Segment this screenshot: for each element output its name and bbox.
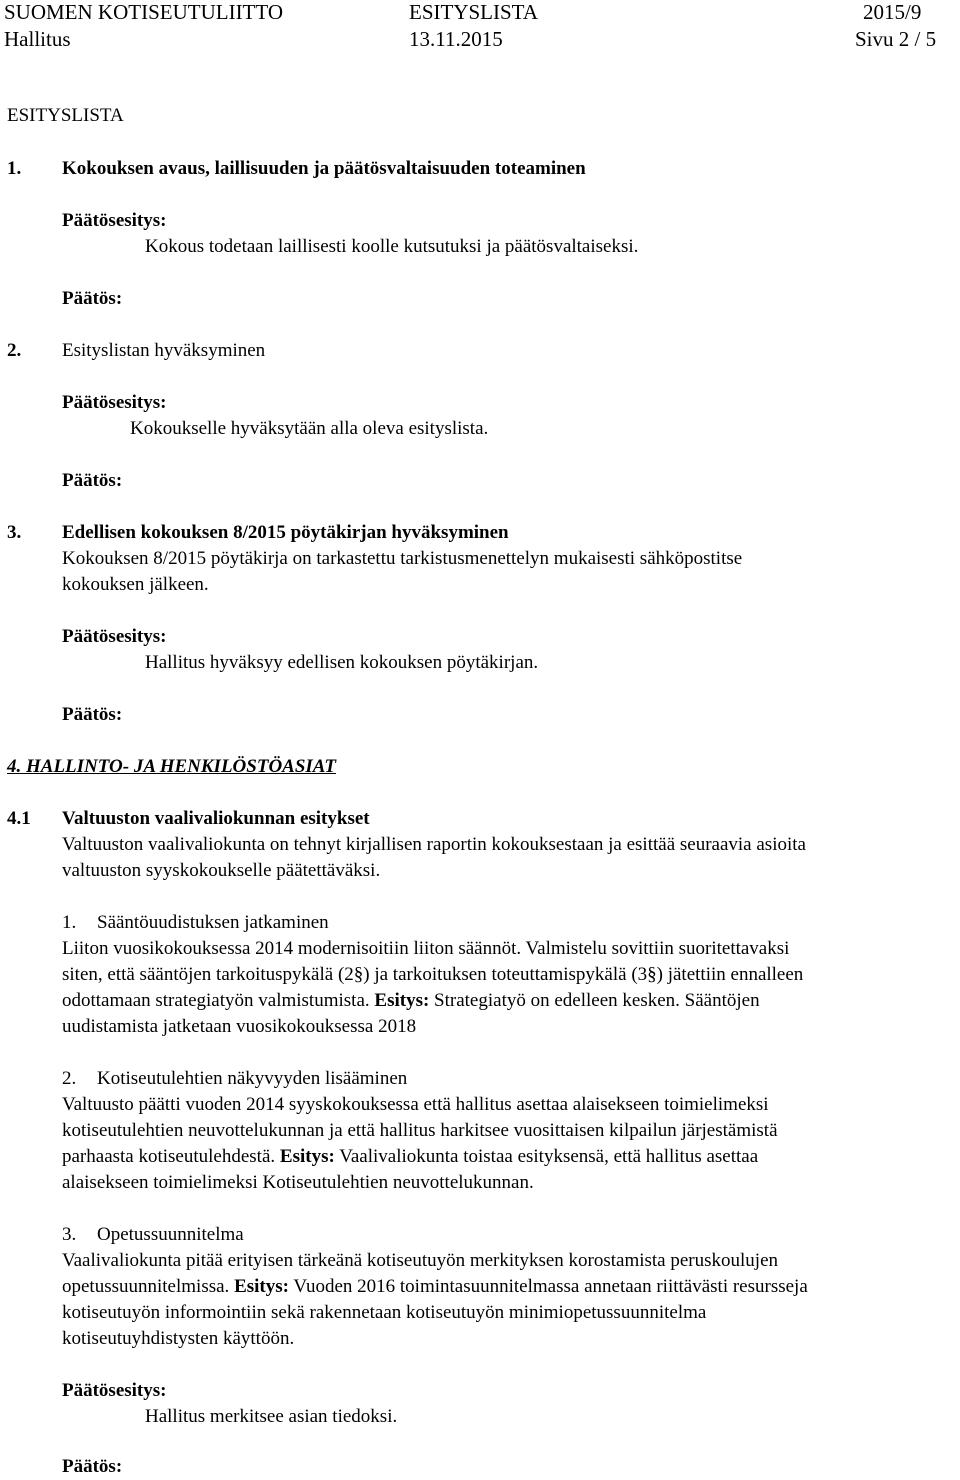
point-1-number: 1.: [62, 912, 77, 933]
point-3-line-2: opetussuunnitelmissa. Esitys: Vuoden 2016 toimintasuunnitelmassa annetaan riittävästi resursseja: [62, 1276, 808, 1297]
point-2-number: 2.: [62, 1068, 77, 1089]
item-2-number: 2.: [7, 340, 22, 361]
point-1-line-3: odottamaan strategiatyön valmistumista. Esitys: Strategiatyö on edelleen kesken. Sääntöjen: [62, 990, 760, 1011]
item-2-title: Esityslistan hyväksyminen: [62, 340, 266, 361]
header-doc-type: ESITYSLISTA: [409, 0, 538, 24]
item-3-body-line-1: Kokouksen 8/2015 pöytäkirja on tarkastettu tarkistusmenettelyn mukaisesti sähköpostitse: [62, 548, 743, 569]
point-1-line-2: siten, että sääntöjen tarkoituspykälä (2§) ja tarkoituksen toteuttamispykälä (3§) jätettiin ennalleen: [62, 964, 804, 985]
item-1-title: Kokouksen avaus, laillisuuden ja päätösvaltaisuuden toteaminen: [62, 158, 586, 179]
point-1-line-4: uudistamista jatketaan vuosikokouksessa 2018: [62, 1016, 417, 1037]
item-2-proposal-text: Kokoukselle hyväksytään alla oleva esityslista.: [130, 418, 489, 439]
item-3-title: Edellisen kokouksen 8/2015 pöytäkirjan hyväksyminen: [62, 522, 509, 543]
section-4-title: 4. HALLINTO- JA HENKILÖSTÖASIAT: [7, 756, 337, 777]
section-4-proposal-text: Hallitus merkitsee asian tiedoksi.: [145, 1406, 398, 1427]
point-2-line-1: Valtuusto päätti vuoden 2014 syyskokouksessa että hallitus asettaa alaisekseen toimielimeksi: [62, 1094, 769, 1115]
esitys-label: Esitys:: [234, 1276, 289, 1297]
item-1-proposal-label: Päätösesitys:: [62, 210, 167, 231]
point-2-line-2: kotiseutulehtien neuvottelukunnan ja että hallitus harkitsee vuosittaisen kilpailun järjestämistä: [62, 1120, 778, 1141]
item-2-proposal-label: Päätösesitys:: [62, 392, 167, 413]
item-3-decision-label: Päätös:: [62, 704, 123, 725]
point-3-line-4: kotiseutuyhdistysten käyttöön.: [62, 1328, 295, 1349]
header-org: SUOMEN KOTISEUTULIITTO: [4, 0, 283, 24]
point-2-line-3: parhaasta kotiseutulehdestä. Esitys: Vaalivaliokunta toistaa esityksensä, että hallitus asettaa: [62, 1146, 759, 1167]
point-1-title: Sääntöuudistuksen jatkaminen: [97, 912, 329, 933]
subsection-title: Valtuuston vaalivaliokunnan esitykset: [62, 808, 370, 829]
section-4-decision-label: Päätös:: [62, 1456, 123, 1477]
header-body: Hallitus: [4, 27, 71, 51]
esitys-label: Esitys:: [374, 990, 430, 1011]
point-3-line-3: kotiseutuyön informointiin sekä rakennetaan kotiseutuyön minimiopetussuunnitelma: [62, 1302, 707, 1323]
point-1-line-1: Liiton vuosikokouksessa 2014 modernisoitiin liiton säännöt. Valmistelu sovittiin suoritettavaksi: [62, 938, 790, 959]
item-3-proposal-label: Päätösesitys:: [62, 626, 167, 647]
point-3-number: 3.: [62, 1224, 77, 1245]
section-4-proposal-label: Päätösesitys:: [62, 1380, 167, 1401]
item-3-number: 3.: [7, 522, 22, 543]
item-3-body-line-2: kokouksen jälkeen.: [62, 574, 209, 595]
subsection-intro-line-1: Valtuuston vaalivaliokunta on tehnyt kirjallisen raportin kokouksestaan ja esittää seuraavia asioita: [62, 834, 806, 855]
item-1-number: 1.: [7, 158, 22, 179]
point-3-line-1: Vaalivaliokunta pitää erityisen tärkeänä kotiseutuyön merkityksen korostamista peruskoulujen: [62, 1250, 779, 1271]
point-2-title: Kotiseutulehtien näkyvyyden lisääminen: [97, 1068, 408, 1089]
header-doc-number: 2015/9: [863, 0, 922, 24]
header-date: 13.11.2015: [409, 27, 503, 51]
point-3-title: Opetussuunnitelma: [97, 1224, 244, 1245]
subsection-intro-line-2: valtuuston syyskokoukselle päätettäväksi.: [62, 860, 381, 881]
subsection-number: 4.1: [7, 808, 31, 829]
item-3-proposal-text: Hallitus hyväksyy edellisen kokouksen pöytäkirjan.: [145, 652, 539, 673]
point-2-line-4: alaisekseen toimielimeksi Kotiseutulehtien neuvottelukunnan.: [62, 1172, 534, 1193]
page-title: ESITYSLISTA: [7, 105, 124, 126]
item-1-proposal-text: Kokous todetaan laillisesti koolle kutsutuksi ja päätösvaltaiseksi.: [145, 236, 639, 257]
item-2-decision-label: Päätös:: [62, 470, 123, 491]
header-page: Sivu 2 / 5: [855, 27, 937, 51]
esitys-label: Esitys:: [279, 1146, 335, 1167]
item-1-decision-label: Päätös:: [62, 288, 123, 309]
